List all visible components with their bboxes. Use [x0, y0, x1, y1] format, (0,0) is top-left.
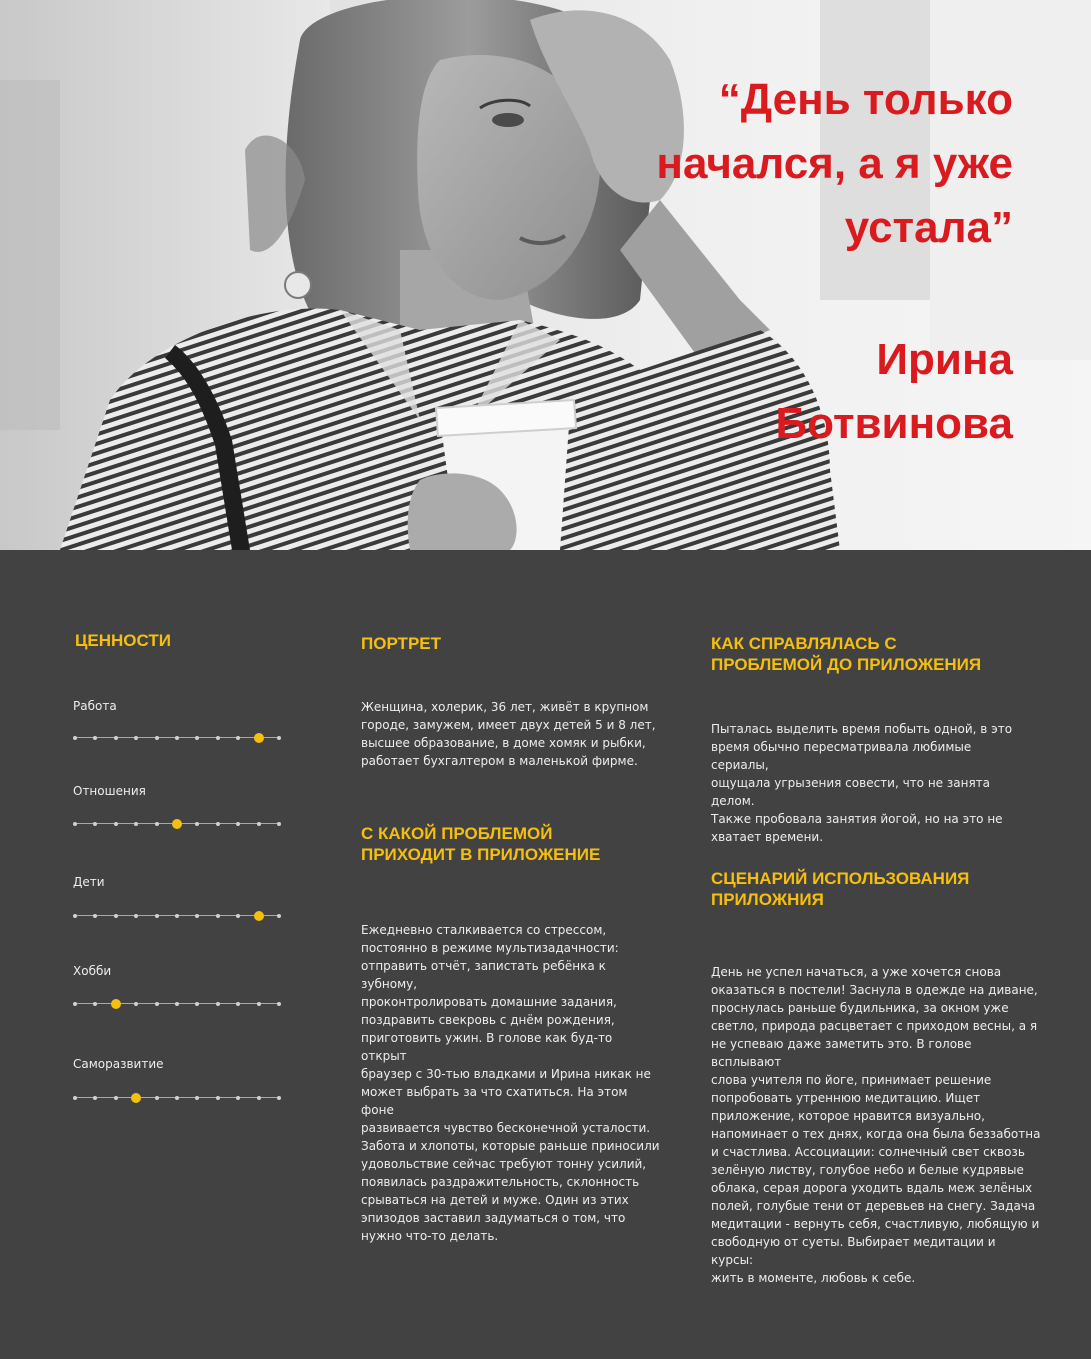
slider-tick: [134, 736, 138, 740]
slider-tick: [236, 914, 240, 918]
text-line: браузер с 30-тью владками и Ирина никак не: [361, 1067, 651, 1081]
coping-text: [711, 720, 1031, 846]
value-slider: [73, 998, 281, 1010]
text-line: полей, голубые тени от деревьев на снегу. Задача: [711, 1199, 1036, 1213]
text-line: развивается чувство бесконечной усталости.: [361, 1121, 651, 1135]
slider-tick: [73, 914, 77, 918]
text-line: поздравить свекровь с днём рождения,: [361, 1013, 615, 1027]
slider-tick: [114, 1096, 118, 1100]
value-label: Дети: [73, 875, 105, 889]
slider-tick: [216, 914, 220, 918]
heading-line: СЦЕНАРИЙ ИСПОЛЬЗОВАНИЯ: [711, 869, 970, 888]
scenario-heading: [711, 868, 969, 910]
text-line: ощущала угрызения совести, что не занята делом.: [711, 776, 991, 808]
text-line: появилась раздражительность, склонность: [361, 1175, 640, 1189]
slider-tick: [93, 914, 97, 918]
heading-line: ПРОБЛЕМОЙ ДО ПРИЛОЖЕНИЯ: [711, 655, 982, 674]
text-line: и счастлива. Ассоциации: солнечный свет сквозь: [711, 1145, 1025, 1159]
portrait-text: [361, 698, 661, 770]
value-slider: [73, 910, 281, 922]
slider-tick: [175, 914, 179, 918]
slider-tick: [93, 822, 97, 826]
name-line: Ботвинова: [775, 399, 1013, 448]
quote-line: устала”: [844, 203, 1013, 252]
heading-line: КАК СПРАВЛЯЛАСЬ С: [711, 634, 897, 653]
text-line: хватает времени.: [711, 830, 824, 844]
text-line: проконтролировать домашние задания,: [361, 995, 617, 1009]
slider-tick: [195, 1096, 199, 1100]
coping-heading: [711, 633, 981, 675]
value-label: Работа: [73, 699, 117, 713]
text-line: облака, серая дорога уходить вдаль меж зелёных: [711, 1181, 1033, 1195]
slider-tick: [257, 1096, 261, 1100]
slider-tick: [236, 1096, 240, 1100]
slider-knob: [172, 819, 182, 829]
problem-text: [361, 921, 661, 1245]
slider-tick: [236, 736, 240, 740]
text-line: работает бухгалтером в маленькой фирме.: [361, 754, 638, 768]
slider-tick: [195, 914, 199, 918]
text-line: нужно что-то делать.: [361, 1229, 499, 1243]
text-line: светло, природа расцветает с приходом весны, а я: [711, 1019, 1038, 1033]
text-line: городе, замужем, имеет двух детей 5 и 8 лет,: [361, 718, 656, 732]
slider-tick: [195, 736, 199, 740]
text-line: срываться на детей и муже. Один из этих: [361, 1193, 629, 1207]
slider-tick: [155, 822, 159, 826]
slider-tick: [93, 736, 97, 740]
slider-tick: [257, 822, 261, 826]
text-line: время обычно пересматривала любимые сериалы,: [711, 740, 972, 772]
portrait-heading: ПОРТРЕТ: [361, 634, 442, 653]
slider-tick: [236, 822, 240, 826]
slider-tick: [216, 822, 220, 826]
slider-tick: [73, 1096, 77, 1100]
slider-tick: [93, 1096, 97, 1100]
value-slider: [73, 818, 281, 830]
slider-tick: [277, 1002, 281, 1006]
text-line: День не успел начаться, а уже хочется снова: [711, 965, 1002, 979]
text-line: напоминает о тех днях, когда она была беззаботна: [711, 1127, 1041, 1141]
text-line: медитации - вернуть себя, счастливую, любящую и: [711, 1217, 1040, 1231]
text-line: Также пробовала занятия йогой, но на это не: [711, 812, 1003, 826]
slider-tick: [73, 736, 77, 740]
quote-line: “День только: [718, 75, 1013, 124]
text-line: зелёную листву, голубое небо и белые кудрявые: [711, 1163, 1024, 1177]
slider-knob: [111, 999, 121, 1009]
text-line: может выбрать за что схатиться. На этом фоне: [361, 1085, 628, 1117]
slider-tick: [93, 1002, 97, 1006]
slider-tick: [73, 1002, 77, 1006]
text-line: Ежедневно сталкивается со стрессом,: [361, 923, 607, 937]
slider-tick: [195, 1002, 199, 1006]
heading-line: С КАКОЙ ПРОБЛЕМОЙ: [361, 824, 553, 843]
persona-quote: [593, 68, 1013, 260]
slider-tick: [175, 736, 179, 740]
slider-tick: [114, 914, 118, 918]
problem-heading: [361, 823, 600, 865]
persona-name: [613, 328, 1013, 456]
quote-line: начался, а я уже: [656, 139, 1013, 188]
persona-details-panel: [0, 550, 1091, 1359]
slider-tick: [114, 736, 118, 740]
slider-tick: [155, 914, 159, 918]
slider-knob: [254, 733, 264, 743]
slider-tick: [134, 914, 138, 918]
text-line: высшее образование, в доме хомяк и рыбки,: [361, 736, 646, 750]
slider-tick: [155, 1002, 159, 1006]
slider-tick: [216, 1002, 220, 1006]
text-line: постоянно в режиме мультизадачности:: [361, 941, 619, 955]
values-heading: ЦЕННОСТИ: [75, 631, 171, 650]
heading-line: ПРИХОДИТ В ПРИЛОЖЕНИЕ: [361, 845, 601, 864]
slider-tick: [257, 1002, 261, 1006]
value-label: Хобби: [73, 964, 112, 978]
text-line: Пыталась выделить время побыть одной, в это: [711, 722, 1013, 736]
text-line: не успеваю даже заметить это. В голове всплывают: [711, 1037, 972, 1069]
slider-knob: [254, 911, 264, 921]
slider-tick: [155, 736, 159, 740]
slider-tick: [73, 822, 77, 826]
name-line: Ирина: [876, 335, 1013, 384]
text-line: Женщина, холерик, 36 лет, живёт в крупном: [361, 700, 649, 714]
hero-banner: [0, 0, 1091, 550]
text-line: проснулась раньше будильника, за окном уже: [711, 1001, 1009, 1015]
slider-tick: [277, 914, 281, 918]
slider-tick: [216, 1096, 220, 1100]
heading-line: ПРИЛОЖНИЯ: [711, 890, 824, 909]
text-line: отправить отчёт, запистать ребёнка к зубному,: [361, 959, 606, 991]
slider-tick: [114, 822, 118, 826]
slider-tick: [134, 822, 138, 826]
text-line: Забота и хлопоты, которые раньше приносили: [361, 1139, 660, 1153]
value-label: Саморазвитие: [73, 1057, 164, 1071]
slider-tick: [195, 822, 199, 826]
scenario-text: [711, 963, 1041, 1287]
text-line: удовольствие сейчас требуют тонну усилий,: [361, 1157, 647, 1171]
value-slider: [73, 1092, 281, 1104]
value-slider: [73, 732, 281, 744]
text-line: оказаться в постели! Заснула в одежде на диване,: [711, 983, 1038, 997]
slider-tick: [277, 822, 281, 826]
text-line: эпизодов заставил задуматься о том, что: [361, 1211, 626, 1225]
slider-tick: [277, 1096, 281, 1100]
slider-tick: [134, 1002, 138, 1006]
text-line: свободную от суеты. Выбирает медитации и курсы:: [711, 1235, 996, 1267]
slider-tick: [277, 736, 281, 740]
value-label: Отношения: [73, 784, 146, 798]
text-line: попробовать утреннюю медитацию. Ищет: [711, 1091, 981, 1105]
slider-tick: [175, 1002, 179, 1006]
text-line: приложение, которое нравится визуально,: [711, 1109, 985, 1123]
text-line: жить в моменте, любовь к себе.: [711, 1271, 916, 1285]
slider-tick: [216, 736, 220, 740]
text-line: приготовить ужин. В голове как буд-то открыт: [361, 1031, 613, 1063]
slider-tick: [155, 1096, 159, 1100]
slider-tick: [236, 1002, 240, 1006]
text-line: слова учителя по йоге, принимает решение: [711, 1073, 992, 1087]
slider-knob: [131, 1093, 141, 1103]
slider-tick: [175, 1096, 179, 1100]
